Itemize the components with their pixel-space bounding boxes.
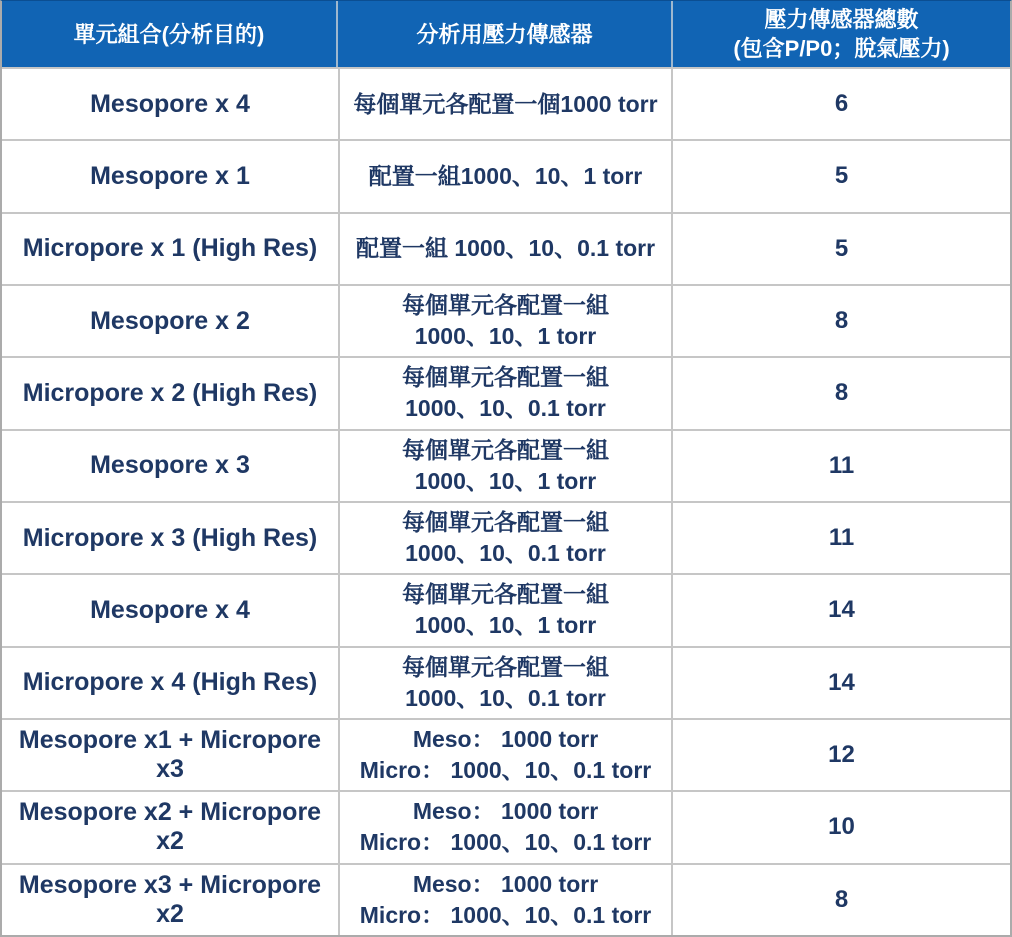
- total-cell: [673, 648, 1010, 718]
- header-cell-sensor-total: [673, 1, 1010, 67]
- table-body: [2, 67, 1010, 935]
- combo-cell: [2, 575, 338, 645]
- combo-label: Mesopore x 1: [90, 161, 250, 190]
- header-cell-unit-combo: [2, 1, 338, 67]
- combo-label: Micropore x 4 (High Res): [22, 668, 318, 697]
- sensors-line-2: 1000、10、0.1 torr: [405, 540, 606, 567]
- total-cell: [673, 720, 1010, 790]
- header-label-line1: 壓力傳感器總數: [764, 7, 919, 32]
- sensors-line-1: 每個單元各配置一個1000 torr: [353, 90, 658, 117]
- total-cell: [673, 575, 1010, 645]
- sensors-line-2: 1000、10、0.1 torr: [405, 684, 606, 711]
- header-cell-analysis-sensors: [338, 1, 673, 67]
- table-row: [2, 67, 1010, 139]
- header-label: 單元組合(分析目的): [73, 21, 265, 47]
- table-row: [2, 646, 1010, 718]
- total-cell: [673, 286, 1010, 356]
- sensors-line-2: 1000、10、0.1 torr: [405, 395, 606, 422]
- combo-cell: [2, 720, 338, 790]
- table-row: [2, 501, 1010, 573]
- sensors-line-1: Meso： 1000 torr: [412, 870, 599, 897]
- total-value: 5: [834, 234, 849, 262]
- sensors-line-1: 每個單元各配置一組: [402, 364, 609, 391]
- sensors-line-2: Micro： 1000、10、0.1 torr: [359, 757, 652, 784]
- combo-cell: [2, 503, 338, 573]
- sensors-line-2: 1000、10、1 torr: [414, 467, 597, 494]
- combo-label: Mesopore x 3: [90, 451, 250, 480]
- sensors-line-1: 每個單元各配置一組: [402, 292, 609, 319]
- combo-label: Mesopore x1 + Micropore x3: [18, 726, 322, 784]
- total-value: 8: [834, 307, 849, 335]
- sensors-line-1: 每個單元各配置一組: [402, 509, 609, 536]
- table-row: [2, 573, 1010, 645]
- header-label: 分析用壓力傳感器: [416, 21, 593, 47]
- total-value: 6: [834, 90, 849, 118]
- table-row: [2, 429, 1010, 501]
- sensors-line-2: Micro： 1000、10、0.1 torr: [359, 901, 652, 928]
- combo-cell: [2, 648, 338, 718]
- total-value: 12: [828, 741, 855, 769]
- combo-cell: [2, 792, 338, 862]
- combo-cell: [2, 141, 338, 211]
- table-row: [2, 139, 1010, 211]
- combo-label: Mesopore x2 + Micropore x2: [18, 798, 322, 856]
- total-value: 11: [828, 524, 855, 552]
- sensors-cell: [338, 720, 673, 790]
- total-cell: [673, 141, 1010, 211]
- sensors-line-1: Meso： 1000 torr: [412, 798, 599, 825]
- total-value: 10: [828, 813, 855, 841]
- total-value: 11: [828, 451, 855, 479]
- sensors-cell: [338, 865, 673, 935]
- combo-label: Mesopore x 4: [90, 595, 250, 624]
- header-label-line2: (包含P/P0；脫氣壓力): [733, 36, 950, 61]
- combo-cell: [2, 286, 338, 356]
- total-value: 8: [834, 379, 849, 407]
- total-cell: [673, 214, 1010, 284]
- total-value: 14: [828, 668, 855, 696]
- sensors-line-1: 配置一組1000、10、1 torr: [368, 162, 643, 189]
- total-cell: [673, 358, 1010, 428]
- total-value: 8: [834, 885, 849, 913]
- total-value: 14: [828, 596, 855, 624]
- sensors-cell: [338, 141, 673, 211]
- total-cell: [673, 69, 1010, 139]
- sensors-line-1: 每個單元各配置一組: [402, 436, 609, 463]
- table-row: [2, 212, 1010, 284]
- sensors-line-1: 每個單元各配置一組: [402, 653, 609, 680]
- combo-cell: [2, 431, 338, 501]
- combo-cell: [2, 358, 338, 428]
- sensors-cell: [338, 358, 673, 428]
- table-row: [2, 356, 1010, 428]
- sensors-line-2: 1000、10、1 torr: [414, 323, 597, 350]
- sensors-line-1: 配置一組 1000、10、0.1 torr: [355, 235, 656, 262]
- combo-label: Mesopore x3 + Micropore x2: [18, 870, 322, 928]
- total-cell: [673, 865, 1010, 935]
- sensors-cell: [338, 286, 673, 356]
- combo-cell: [2, 865, 338, 935]
- table-row: [2, 284, 1010, 356]
- sensors-cell: [338, 431, 673, 501]
- combo-label: Mesopore x 2: [90, 306, 250, 335]
- combo-label: Micropore x 1 (High Res): [22, 234, 318, 263]
- sensors-line-1: Meso： 1000 torr: [412, 726, 599, 753]
- combo-cell: [2, 69, 338, 139]
- combo-label: Mesopore x 4: [90, 89, 250, 118]
- sensors-cell: [338, 575, 673, 645]
- sensors-cell: [338, 69, 673, 139]
- table-row: [2, 790, 1010, 862]
- sensors-cell: [338, 792, 673, 862]
- table-row: [2, 863, 1010, 935]
- sensors-line-1: 每個單元各配置一組: [402, 581, 609, 608]
- sensors-line-2: Micro： 1000、10、0.1 torr: [359, 829, 652, 856]
- sensors-cell: [338, 648, 673, 718]
- total-cell: [673, 431, 1010, 501]
- combo-cell: [2, 214, 338, 284]
- table-header-row: [2, 1, 1010, 67]
- total-cell: [673, 792, 1010, 862]
- sensors-cell: [338, 503, 673, 573]
- total-cell: [673, 503, 1010, 573]
- table-row: [2, 718, 1010, 790]
- total-value: 5: [834, 162, 849, 190]
- sensors-cell: [338, 214, 673, 284]
- sensors-line-2: 1000、10、1 torr: [414, 612, 597, 639]
- combo-label: Micropore x 3 (High Res): [22, 523, 318, 552]
- combo-label: Micropore x 2 (High Res): [22, 378, 318, 407]
